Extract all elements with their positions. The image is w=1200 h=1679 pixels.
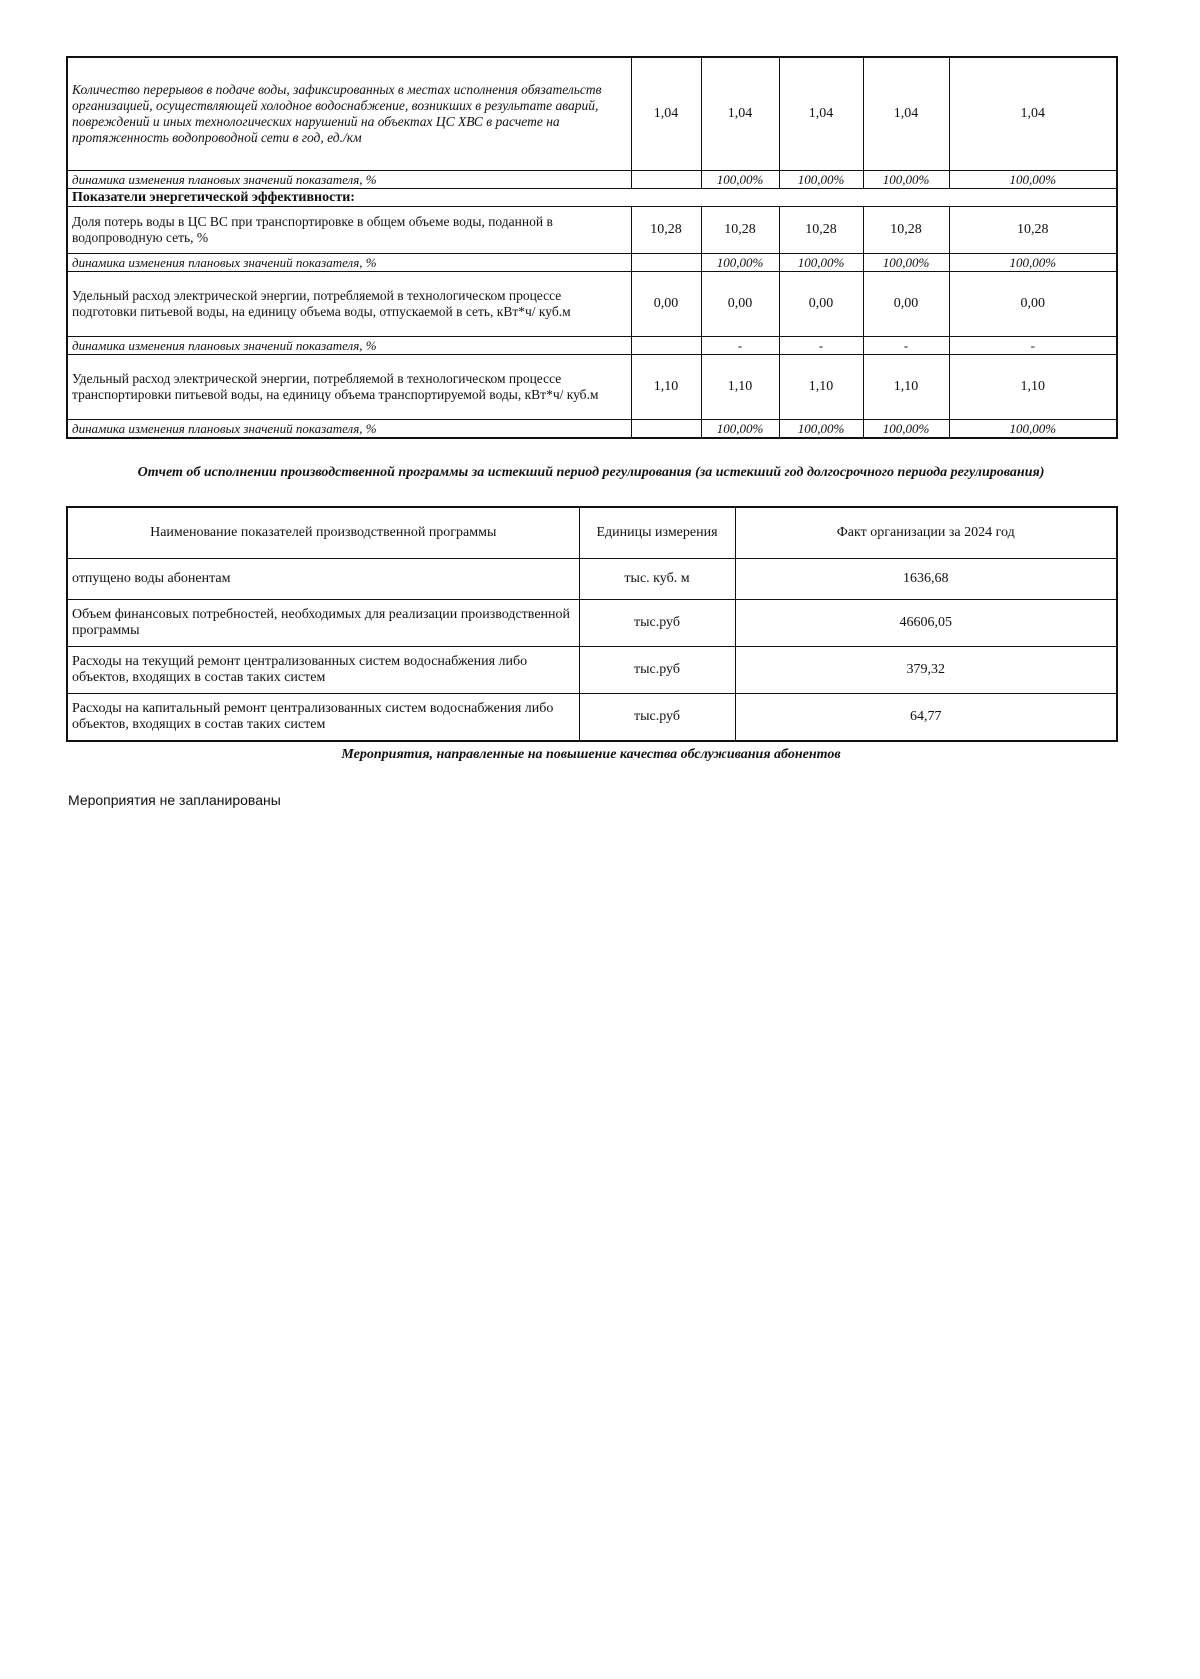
indicator-value: 10,28 <box>779 207 863 254</box>
indicator-row <box>67 272 1117 337</box>
indicator-label: динамика изменения плановых значений показателя, % <box>67 171 631 189</box>
indicator-value: 0,00 <box>779 272 863 337</box>
indicator-value: 1,04 <box>631 57 701 171</box>
indicator-value: 10,28 <box>949 207 1117 254</box>
production-value: 379,32 <box>735 647 1117 694</box>
production-row <box>67 559 1117 600</box>
production-name: Объем финансовых потребностей, необходимых для реализации производственной программы <box>67 600 579 647</box>
indicator-value <box>631 420 701 439</box>
indicator-value: 1,04 <box>701 57 779 171</box>
indicator-value: 1,04 <box>949 57 1117 171</box>
production-row <box>67 600 1117 647</box>
production-header-name: Наименование показателей производственной программы <box>67 507 579 559</box>
dynamics-row <box>67 337 1117 355</box>
indicator-value: 1,10 <box>631 355 701 420</box>
indicator-value <box>631 254 701 272</box>
production-value: 1636,68 <box>735 559 1117 600</box>
indicator-label: Доля потерь воды в ЦС ВС при транспортировке в общем объеме воды, поданной в водопроводную сеть, % <box>67 207 631 254</box>
indicator-value: - <box>863 337 949 355</box>
events-text: Мероприятия не запланированы <box>68 792 281 808</box>
dynamics-row <box>67 254 1117 272</box>
indicator-value: 100,00% <box>949 171 1117 189</box>
indicator-value: 1,10 <box>779 355 863 420</box>
report-title: Отчет об исполнении производственной программы за истекший период регулирования (за истекший год долгосрочного периода регулирования) <box>137 465 1045 480</box>
indicator-value: - <box>701 337 779 355</box>
events-title: Мероприятия, направленные на повышение качества обслуживания абонентов <box>341 747 841 762</box>
indicator-value: 100,00% <box>863 420 949 439</box>
indicator-value: 1,10 <box>863 355 949 420</box>
indicator-value: 100,00% <box>701 254 779 272</box>
indicator-value: 0,00 <box>949 272 1117 337</box>
dynamics-row <box>67 171 1117 189</box>
indicator-row <box>67 57 1117 171</box>
indicator-value: 100,00% <box>779 171 863 189</box>
indicator-value: 0,00 <box>631 272 701 337</box>
indicator-value: 100,00% <box>863 254 949 272</box>
indicator-value: 100,00% <box>779 420 863 439</box>
indicator-value: 10,28 <box>701 207 779 254</box>
indicator-label: динамика изменения плановых значений показателя, % <box>67 254 631 272</box>
indicator-value: 100,00% <box>701 171 779 189</box>
indicator-value: - <box>949 337 1117 355</box>
indicator-label: динамика изменения плановых значений показателя, % <box>67 420 631 439</box>
indicators-table <box>66 56 1118 439</box>
production-body <box>67 507 1117 741</box>
indicator-label: Количество перерывов в подаче воды, зафиксированных в местах исполнения обязательств организацией, осуществляющей холодное водоснабжение, возникших в результате аварий, повреждений и иных технологических нарушений на объектах ЦС ХВС в расчете на протяженность водопроводной сети в год, ед./км <box>67 57 631 171</box>
indicator-value <box>631 337 701 355</box>
indicator-value: 0,00 <box>701 272 779 337</box>
production-header-unit: Единицы измерения <box>579 507 735 559</box>
indicator-value: 1,10 <box>701 355 779 420</box>
production-name: Расходы на капитальный ремонт централизованных систем водоснабжения либо объектов, входящих в состав таких систем <box>67 694 579 742</box>
indicator-label: Удельный расход электрической энергии, потребляемой в технологическом процессе транспортировки питьевой воды, на единицу объема транспортируемой воды, кВт*ч/ куб.м <box>67 355 631 420</box>
indicator-label: динамика изменения плановых значений показателя, % <box>67 337 631 355</box>
indicator-row <box>67 355 1117 420</box>
production-name: Расходы на текущий ремонт централизованных систем водоснабжения либо объектов, входящих в состав таких систем <box>67 647 579 694</box>
indicator-value: 1,04 <box>779 57 863 171</box>
production-table <box>66 506 1118 742</box>
indicators-body <box>67 57 1117 438</box>
indicator-value: 100,00% <box>701 420 779 439</box>
production-row <box>67 647 1117 694</box>
indicator-value: 10,28 <box>631 207 701 254</box>
indicator-row <box>67 207 1117 254</box>
indicator-value: 10,28 <box>863 207 949 254</box>
production-unit: тыс.руб <box>579 647 735 694</box>
indicator-label: Удельный расход электрической энергии, потребляемой в технологическом процессе подготовки питьевой воды, на единицу объема воды, отпускаемой в сеть, кВт*ч/ куб.м <box>67 272 631 337</box>
indicator-value <box>631 171 701 189</box>
production-unit: тыс. куб. м <box>579 559 735 600</box>
indicator-value: 100,00% <box>779 254 863 272</box>
production-value: 46606,05 <box>735 600 1117 647</box>
section-row <box>67 189 1117 207</box>
indicator-value: 1,10 <box>949 355 1117 420</box>
indicator-value: 1,04 <box>863 57 949 171</box>
production-unit: тыс.руб <box>579 600 735 647</box>
production-header-row <box>67 507 1117 559</box>
production-value: 64,77 <box>735 694 1117 742</box>
indicator-value: 0,00 <box>863 272 949 337</box>
section-label: Показатели энергетической эффективности: <box>67 189 1117 207</box>
production-row <box>67 694 1117 742</box>
dynamics-row <box>67 420 1117 439</box>
production-unit: тыс.руб <box>579 694 735 742</box>
indicator-value: 100,00% <box>863 171 949 189</box>
production-name: отпущено воды абонентам <box>67 559 579 600</box>
indicator-value: 100,00% <box>949 254 1117 272</box>
production-header-fact: Факт организации за 2024 год <box>735 507 1117 559</box>
indicator-value: 100,00% <box>949 420 1117 439</box>
indicator-value: - <box>779 337 863 355</box>
